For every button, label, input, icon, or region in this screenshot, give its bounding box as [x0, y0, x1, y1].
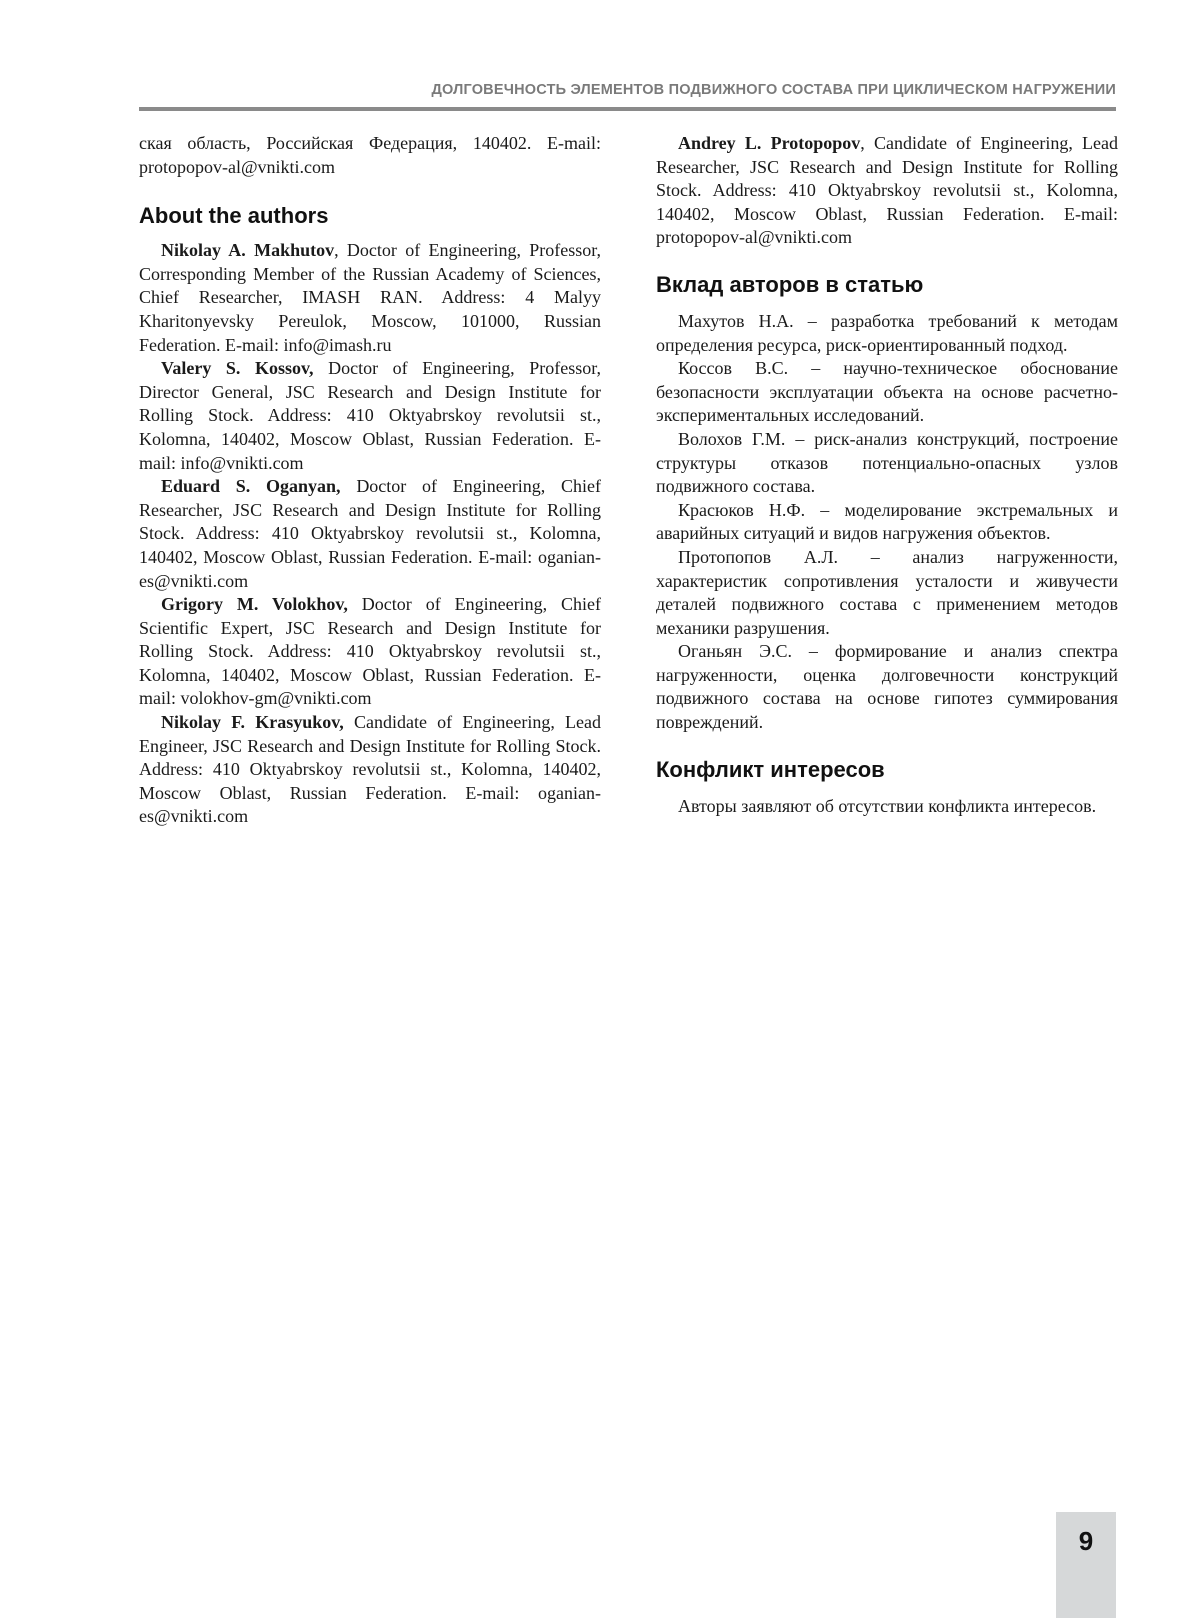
author-bio: Nikolay A. Makhutov, Doctor of Engineering, Professor, Corresponding Member of the Russian Academy of Sciences, Chief Researcher, IMASH RAN. Address: 4 Malyy Kharitonyevsky Pereulok, Moscow, 101000, Russian Federation. E-mail: info@imash.ru: [139, 239, 601, 357]
author-bio: Andrey L. Protopopov, Candidate of Engineering, Lead Researcher, JSC Research and Design Institute for Rolling Stock. Address: 410 Oktyabrskoy revolutsii st., Kolomna, 140402, Moscow Oblast, Russian Federation. E-mail: protopopov-al@vnikti.com: [656, 132, 1118, 250]
author-bio: [139, 593, 601, 711]
contribution-item: Волохов Г.М. – риск-анализ конструкций, построение структуры отказов потенциально-опасных узлов подвижного состава.: [656, 428, 1118, 499]
about-authors-heading: About the authors: [139, 203, 601, 229]
contributions-heading: Вклад авторов в статью: [656, 272, 1118, 298]
right-column: [656, 132, 1118, 818]
author-details: Candidate of Engineering, Lead Engineer, JSC Research and Design Institute for Rolling Stock. Address: 410 Oktyabrskoy revolutsii st., Kolomna, 140402, Moscow Oblast, Russian Federation. E-mail: oganian-es@vnikti.com: [139, 712, 601, 826]
contribution-item: Махутов Н.А. – разработка требований к методам определения ресурса, риск-ориентированный подход.: [656, 310, 1118, 357]
contribution-item: Коссов В.С. – научно-техническое обоснование безопасности эксплуатации объекта на основе расчетно-экспериментальных исследований.: [656, 357, 1118, 428]
author-details: Doctor of Engineering, Professor, Director General, JSC Research and Design Institute for Rolling Stock. Address: 410 Oktyabrskoy revolutsii st., Kolomna, 140402, Moscow Oblast, Russian Federation. E-mail: info@vnikti.com: [139, 358, 601, 472]
page-number: 9: [1056, 1526, 1116, 1557]
author-bio: [139, 475, 601, 593]
author-details: Doctor of Engineering, Chief Researcher, JSC Research and Design Institute for Rolling Stock. Address: 410 Oktyabrskoy revolutsii st., Kolomna, 140402, Moscow Oblast, Russian Federation. E-mail: oganian-es@vnikti.com: [139, 476, 601, 590]
author-details: Candidate of Engineering, Lead Researcher, JSC Research and Design Institute for Rolling Stock. Address: 410 Oktyabrskoy revolutsii st., Kolomna, 140402, Moscow Oblast, Russian Federation. E-mail: protopopov-al@vnikti.com: [656, 133, 1118, 247]
left-column: [139, 132, 601, 829]
author-name: Nikolay F. Krasyukov,: [161, 712, 344, 732]
author-name: Eduard S. Oganyan,: [161, 476, 341, 496]
author-name: Grigory M. Volokhov,: [161, 594, 348, 614]
author-name: Nikolay A. Makhutov: [161, 240, 334, 260]
running-header: ДОЛГОВЕЧНОСТЬ ЭЛЕМЕНТОВ ПОДВИЖНОГО СОСТАВА ПРИ ЦИКЛИЧЕСКОМ НАГРУЖЕНИИ: [139, 82, 1116, 98]
conflict-text: Авторы заявляют об отсутствии конфликта интересов.: [656, 795, 1118, 819]
conflict-heading: Конфликт интересов: [656, 757, 1118, 783]
contribution-item: Красюков Н.Ф. – моделирование экстремальных и аварийных ситуаций и видов нагружения объектов.: [656, 499, 1118, 546]
author-bio: [139, 357, 601, 475]
header-rule: [139, 107, 1116, 111]
author-details: Doctor of Engineering, Chief Scientific Expert, JSC Research and Design Institute for Rolling Stock. Address: 410 Oktyabrskoy revolutsii st., Kolomna, 140402, Moscow Oblast, Russian Federation. E-mail: volokhov-gm@vnikti.com: [139, 594, 601, 708]
author-name: Valery S. Kossov,: [161, 358, 314, 378]
author-name: Andrey L. Protopopov: [678, 133, 860, 153]
author-details: Doctor of Engineering, Professor, Corresponding Member of the Russian Academy of Sciences, Chief Researcher, IMASH RAN. Address: 4 Malyy Kharitonyevsky Pereulok, Moscow, 101000, Russian Federation. E-mail: info@imash.ru: [139, 240, 601, 354]
continuation-text: ская область, Российская Федерация, 140402. E-mail: protopopov-al@vnikti.com: [139, 132, 601, 179]
contribution-item: Протопопов А.Л. – анализ нагруженности, характеристик сопротивления усталости и живучести деталей подвижного состава с применением методов механики разрушения.: [656, 546, 1118, 640]
contribution-item: Оганьян Э.С. – формирование и анализ спектра нагруженности, оценка долговечности конструкций подвижного состава на основе гипотез суммирования повреждений.: [656, 640, 1118, 734]
author-bio: [139, 711, 601, 829]
page-number-box: [1056, 1512, 1116, 1618]
